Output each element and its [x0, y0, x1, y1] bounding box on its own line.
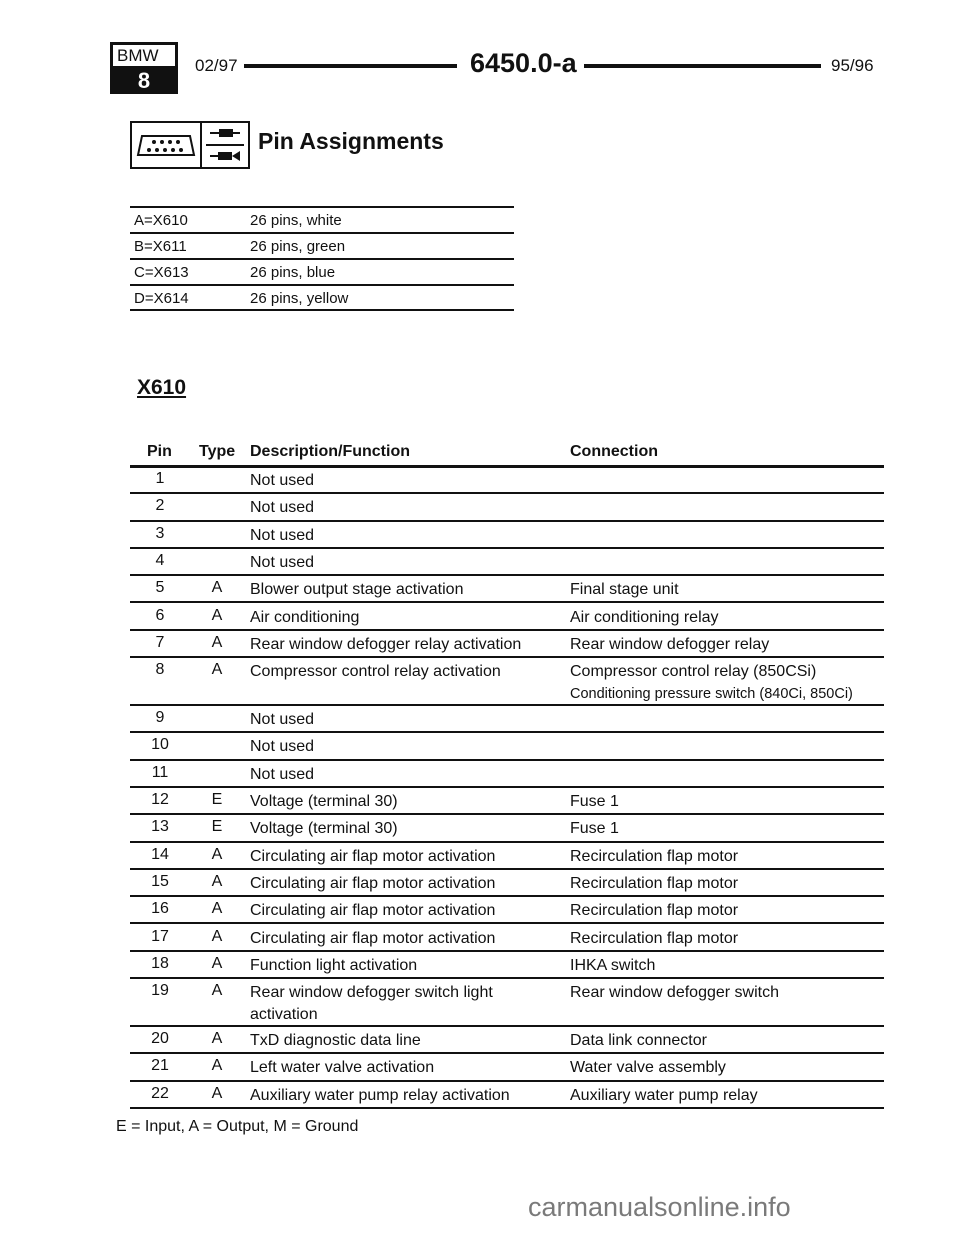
pin-assignment-icon	[200, 121, 250, 169]
pin-number: 7	[155, 633, 165, 651]
logo-series-text: 8	[113, 69, 175, 93]
pin-number: 5	[155, 579, 165, 597]
bmw-8-series-logo	[110, 42, 178, 94]
pin-description: Function light activation	[250, 956, 418, 974]
pin-description: Voltage (terminal 30)	[250, 793, 398, 810]
pin-description: Circulating air flap motor activation	[250, 847, 496, 865]
table-row	[130, 1030, 884, 1052]
pin-number: 19	[151, 982, 169, 1000]
table-row	[130, 982, 884, 1025]
pin-type: A	[211, 927, 223, 945]
pin-connection: IHKA switch	[570, 956, 656, 974]
pin-description: Rear window defogger relay activation	[250, 635, 522, 653]
table-rule	[130, 601, 884, 603]
table-rule	[130, 656, 884, 658]
table-rule	[130, 813, 884, 815]
table-rule	[130, 868, 884, 870]
table-rule	[130, 895, 884, 897]
pin-number: 8	[155, 661, 165, 679]
table-rule	[130, 520, 884, 522]
pin-connection: Recirculation flap motor	[570, 929, 739, 947]
table-row	[130, 928, 884, 950]
pin-type: A	[211, 579, 223, 597]
table-rule	[130, 1052, 884, 1054]
table-rule	[130, 1107, 884, 1109]
pin-connection: Recirculation flap motor	[570, 874, 739, 892]
pin-number: 15	[151, 872, 169, 890]
table-rule	[130, 977, 884, 979]
pin-number: 3	[155, 524, 165, 542]
pin-number: 2	[155, 497, 165, 515]
table-rule	[130, 574, 884, 576]
pin-connection: Air conditioning relay	[570, 608, 719, 626]
pin-number: 9	[155, 709, 165, 727]
connector-icon	[130, 121, 202, 169]
table-row	[130, 1057, 884, 1079]
pin-number: 13	[151, 818, 169, 836]
pin-description: Not used	[250, 738, 315, 756]
table-rule	[130, 731, 884, 733]
pin-number: 1	[155, 470, 165, 487]
pin-connection: Final stage unit	[570, 581, 679, 599]
pin-type: A	[211, 872, 223, 890]
pin-description-cont: activation	[250, 1006, 318, 1024]
pin-description: Rear window defogger switch light	[250, 984, 493, 1002]
logo-brand-text: BMW	[113, 45, 175, 69]
connector-table-rule	[130, 309, 514, 311]
table-row	[130, 846, 884, 868]
pin-connection: Fuse 1	[570, 820, 619, 838]
pin-type: A	[211, 1084, 223, 1102]
column-header-type: Type	[199, 443, 236, 460]
pin-description: Not used	[250, 711, 315, 729]
pin-type: E	[211, 818, 223, 836]
table-row	[130, 764, 884, 786]
pin-number: 17	[151, 927, 169, 945]
pin-description: Air conditioning	[250, 608, 360, 626]
table-row	[130, 791, 884, 813]
connector-id: A=X610	[134, 212, 188, 229]
table-row	[130, 661, 884, 704]
pin-number: 4	[155, 551, 165, 569]
watermark: carmanualsonline.info	[528, 1192, 791, 1222]
pin-description: Circulating air flap motor activation	[250, 929, 496, 947]
pin-number: 21	[151, 1057, 169, 1075]
connector-row	[130, 234, 514, 259]
table-row	[130, 900, 884, 922]
table-row	[130, 873, 884, 895]
table-rule	[130, 922, 884, 924]
table-row	[130, 634, 884, 656]
pin-description: Circulating air flap motor activation	[250, 874, 496, 892]
pin-description: Compressor control relay activation	[250, 663, 501, 681]
pin-type: A	[211, 982, 223, 1000]
pin-number: 14	[151, 845, 169, 863]
type-legend: E = Input, A = Output, M = Ground	[116, 1118, 359, 1135]
pin-connection: Auxiliary water pump relay	[570, 1086, 758, 1104]
pin-connection: Compressor control relay (850CSi)	[570, 663, 817, 681]
column-header-description: Description/Function	[250, 443, 410, 460]
header-model-year: 95/96	[831, 56, 874, 75]
pin-number: 20	[151, 1030, 169, 1048]
column-header-pin: Pin	[147, 443, 172, 460]
table-row	[130, 579, 884, 601]
connector-id: D=X614	[134, 290, 189, 307]
pin-connection: Rear window defogger relay	[570, 635, 770, 653]
connector-desc: 26 pins, green	[250, 238, 346, 255]
connector-row	[130, 260, 514, 285]
table-rule	[130, 1080, 884, 1082]
table-row	[130, 525, 884, 547]
pin-type: A	[211, 661, 223, 679]
pin-connection: Data link connector	[570, 1032, 707, 1050]
header-date: 02/97	[195, 56, 238, 75]
pin-number: 11	[151, 763, 169, 781]
pin-type: A	[211, 1057, 223, 1075]
pin-type: E	[211, 791, 223, 808]
table-row	[130, 818, 884, 840]
header-rule-left	[244, 64, 457, 68]
connector-id: C=X613	[134, 264, 189, 281]
pin-number: 18	[151, 954, 169, 972]
section-title: Pin Assignments	[258, 128, 444, 154]
pin-connection-cont: Conditioning pressure switch (840Ci, 850Ci)	[570, 686, 853, 703]
pin-description: Auxiliary water pump relay activation	[250, 1086, 510, 1104]
table-row	[130, 552, 884, 574]
pin-connection: Recirculation flap motor	[570, 902, 739, 920]
connector-heading: X610	[137, 376, 187, 399]
pin-type: A	[211, 1030, 223, 1048]
document-number: 6450.0-a	[470, 48, 577, 78]
connector-desc: 26 pins, blue	[250, 264, 336, 281]
connector-id: B=X611	[134, 238, 187, 255]
table-rule	[130, 1025, 884, 1027]
pin-type: A	[211, 633, 223, 651]
pin-description: Not used	[250, 553, 315, 571]
pin-number: 10	[151, 736, 169, 754]
table-rule	[130, 465, 884, 468]
pin-description: TxD diagnostic data line	[250, 1032, 421, 1050]
table-rule	[130, 759, 884, 761]
pin-description: Not used	[250, 526, 315, 544]
table-row	[130, 955, 884, 977]
table-rule	[130, 629, 884, 631]
pin-connection: Rear window defogger switch	[570, 984, 779, 1002]
pin-number: 16	[151, 900, 169, 918]
table-rule	[130, 786, 884, 788]
pin-description: Blower output stage activation	[250, 581, 464, 599]
table-row	[130, 1085, 884, 1107]
pin-number: 12	[151, 791, 169, 808]
header-rule-right	[584, 64, 821, 68]
pin-description: Not used	[250, 472, 315, 489]
column-header-connection: Connection	[570, 443, 658, 460]
table-rule	[130, 704, 884, 706]
table-row	[130, 497, 884, 519]
pin-description: Circulating air flap motor activation	[250, 902, 496, 920]
table-row	[130, 470, 884, 492]
pin-number: 22	[151, 1084, 169, 1102]
pin-number: 6	[155, 606, 165, 624]
connector-row	[130, 208, 514, 233]
table-rule	[130, 547, 884, 549]
pin-description: Left water valve activation	[250, 1059, 435, 1077]
pin-description: Voltage (terminal 30)	[250, 820, 398, 838]
connector-desc: 26 pins, white	[250, 212, 342, 229]
connector-desc: 26 pins, yellow	[250, 290, 349, 307]
pin-type: A	[211, 606, 223, 624]
table-rule	[130, 492, 884, 494]
table-row	[130, 709, 884, 731]
pin-connection: Recirculation flap motor	[570, 847, 739, 865]
connector-row	[130, 286, 514, 311]
pin-description: Not used	[250, 499, 315, 517]
table-row	[130, 607, 884, 629]
pin-connection: Fuse 1	[570, 793, 619, 810]
pin-type: A	[211, 845, 223, 863]
table-rule	[130, 950, 884, 952]
pin-type: A	[211, 954, 223, 972]
pin-connection: Water valve assembly	[570, 1059, 726, 1077]
pin-type: A	[211, 900, 223, 918]
table-row	[130, 736, 884, 758]
table-rule	[130, 841, 884, 843]
pin-description: Not used	[250, 765, 315, 783]
